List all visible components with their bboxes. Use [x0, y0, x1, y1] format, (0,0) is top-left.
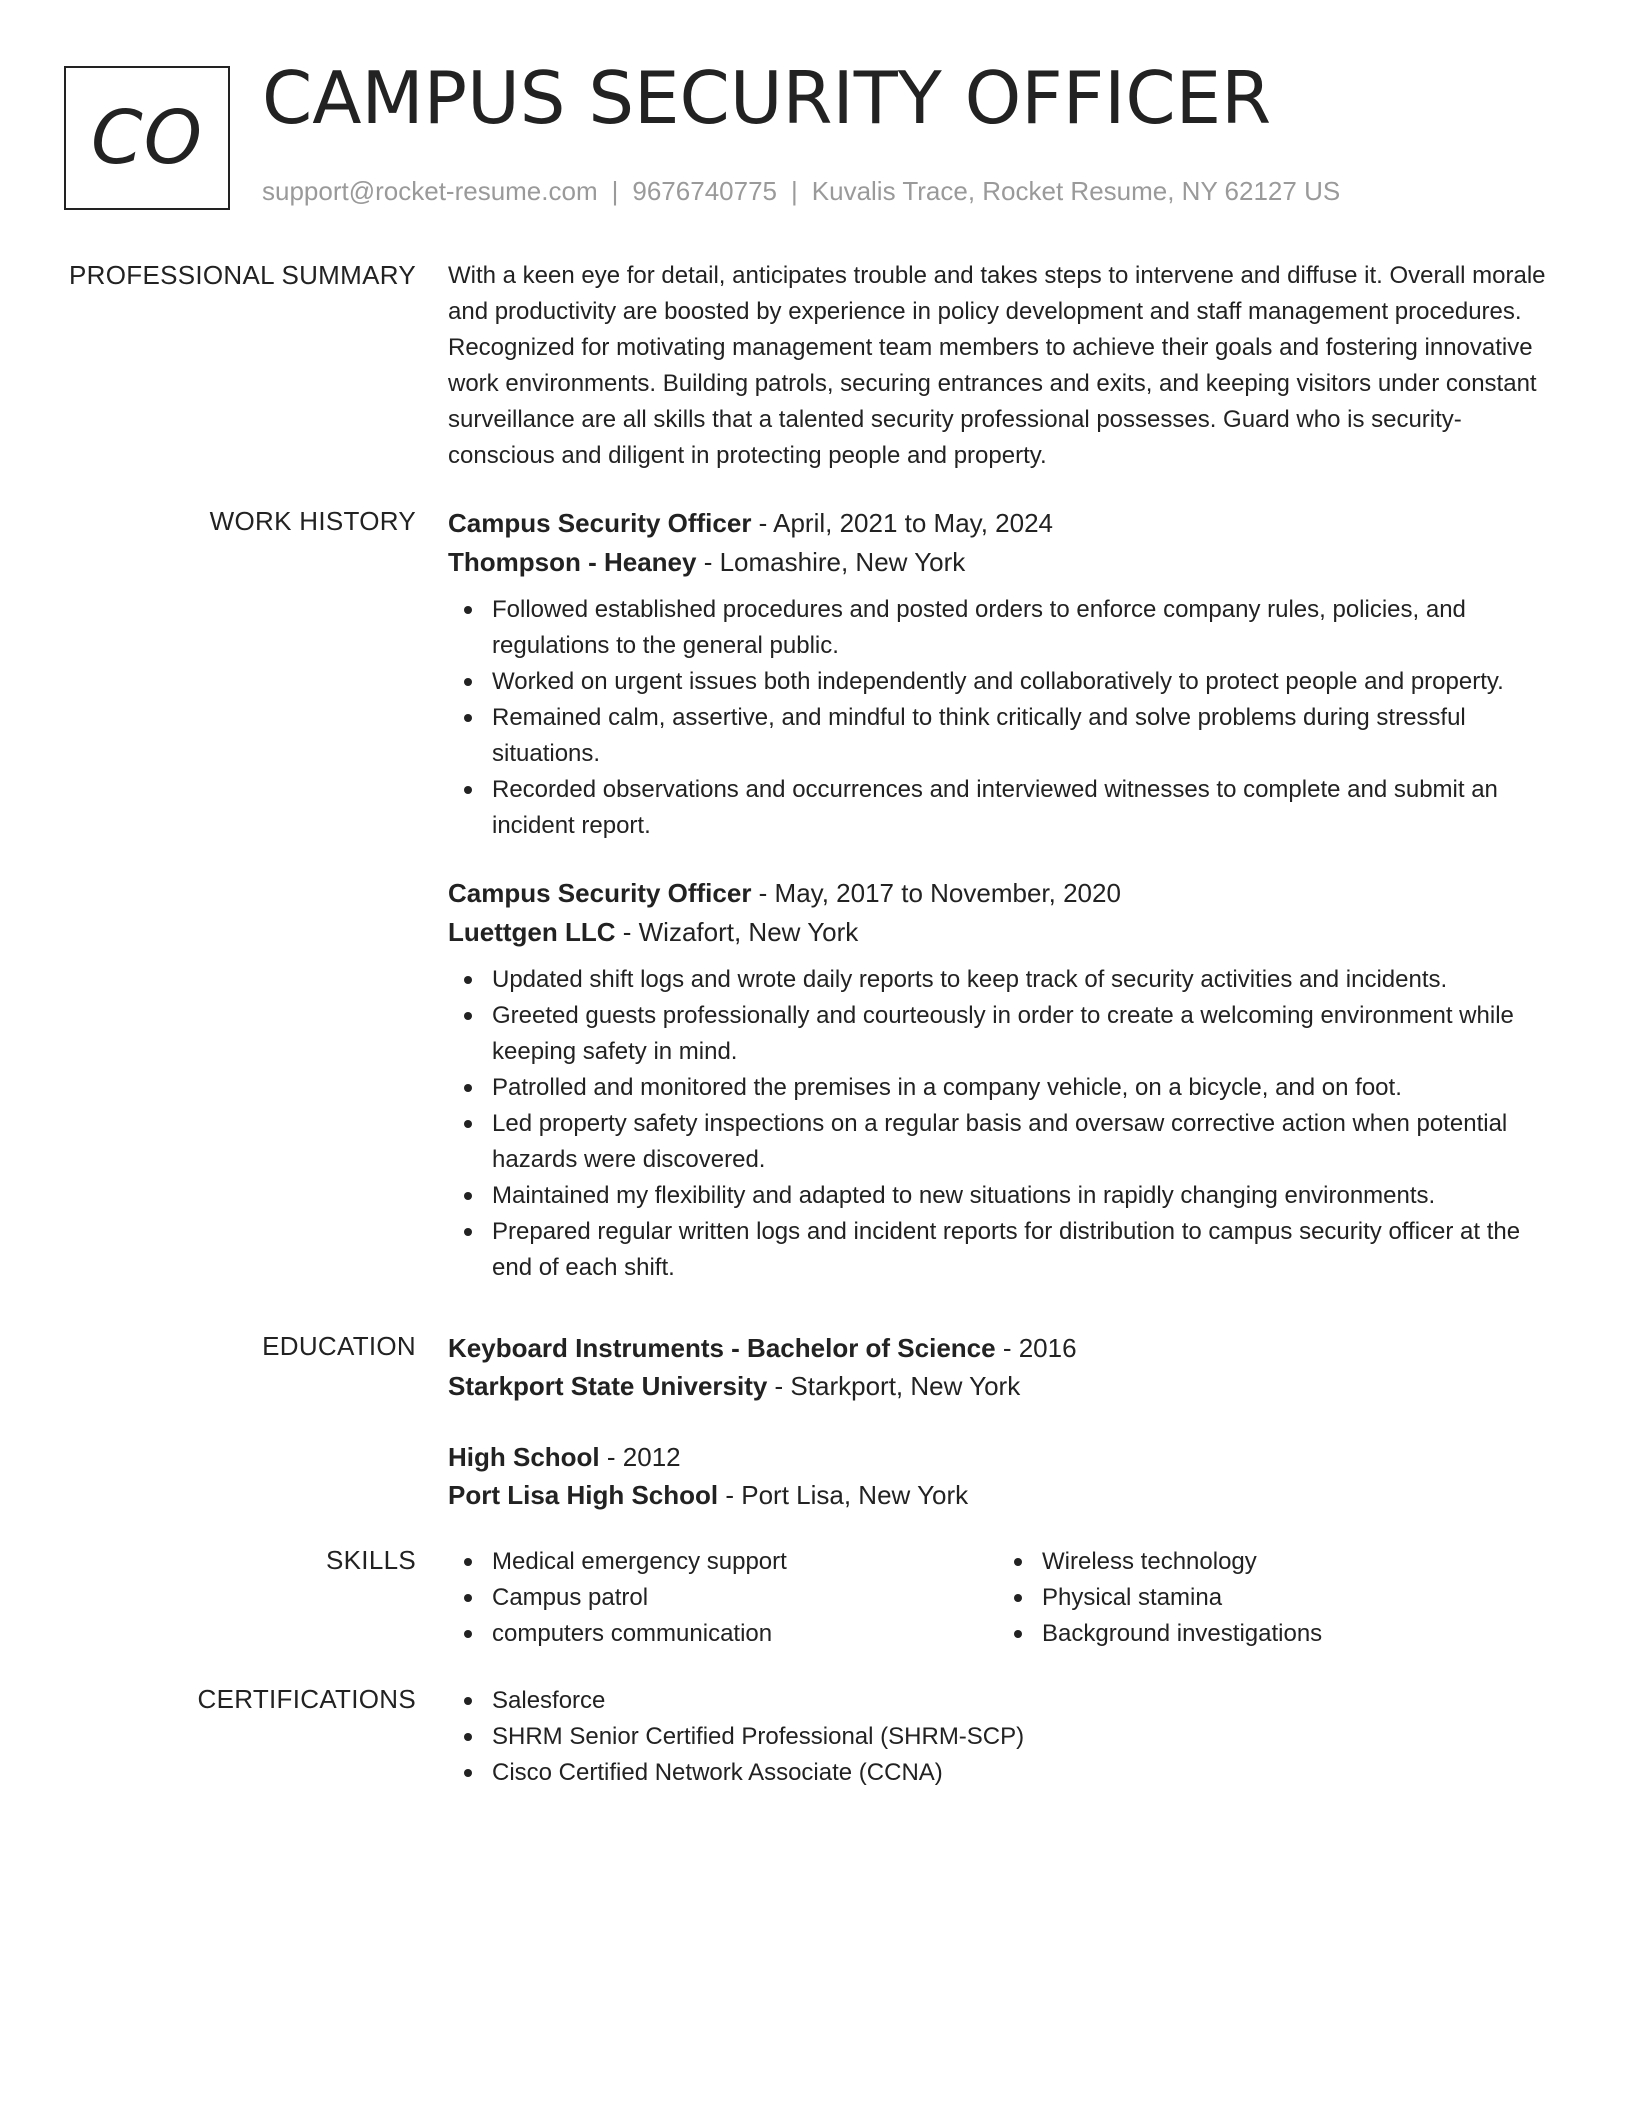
certifications-body	[448, 1683, 1566, 1791]
education-degree-line	[448, 1329, 1566, 1367]
skills-list-right	[998, 1544, 1548, 1652]
job-bullets	[448, 962, 1566, 1286]
list-item: Patrolled and monitored the premises in a company vehicle, on a bicycle, and on foot.	[448, 1070, 1566, 1106]
contact-phone: 9676740775	[632, 176, 777, 206]
job-entry	[448, 874, 1566, 1286]
certifications-list	[448, 1683, 1566, 1791]
list-item: computers communication	[448, 1616, 998, 1652]
summary-text: With a keen eye for detail, anticipates trouble and takes steps to intervene and diffuse it. Overall morale and productivity are boosted by experience in policy development and staff management procedures. Recognized for motivating management team members to achieve their goals and fostering innovative work environments. Building patrols, securing entrances and exits, and keeping visitors under constant surveillance are all skills that a talented security professional possesses. Guard who is security-conscious and diligent in protecting people and property.	[448, 262, 1546, 469]
job-company: Thompson - Heaney	[448, 547, 697, 577]
job-company-line	[448, 913, 1566, 952]
list-item: Maintained my flexibility and adapted to new situations in rapidly changing environments.	[448, 1178, 1566, 1214]
list-item: SHRM Senior Certified Professional (SHRM-SCP)	[448, 1719, 1566, 1755]
work-history-body	[448, 504, 1566, 1316]
education-body	[448, 1329, 1566, 1547]
job-company: Luettgen LLC	[448, 917, 616, 947]
contact-address: Kuvalis Trace, Rocket Resume, NY 62127 US	[811, 176, 1341, 206]
section-label-work: WORK HISTORY	[209, 506, 416, 536]
job-title-line	[448, 504, 1566, 543]
section-label-summary: PROFESSIONAL SUMMARY	[69, 260, 416, 290]
education-location: - Starkport, New York	[767, 1371, 1021, 1401]
section-label-certifications: CERTIFICATIONS	[197, 1684, 416, 1714]
education-school: Port Lisa High School	[448, 1480, 719, 1510]
education-entry	[448, 1329, 1566, 1405]
contact-separator: |	[791, 176, 798, 206]
skills-list-left	[448, 1544, 998, 1652]
job-location: - Wizafort, New York	[615, 917, 859, 947]
contact-separator: |	[611, 176, 619, 206]
section-label-education: EDUCATION	[262, 1331, 416, 1361]
job-location: - Lomashire, New York	[696, 547, 966, 577]
contact-line	[262, 176, 1340, 207]
education-degree: Keyboard Instruments - Bachelor of Science	[448, 1333, 996, 1363]
list-item: Physical stamina	[998, 1580, 1548, 1616]
list-item: Followed established procedures and posted orders to enforce company rules, policies, and regulations to the general public.	[448, 592, 1566, 664]
education-school: Starkport State University	[448, 1371, 768, 1401]
job-company-line	[448, 543, 1566, 582]
monogram-text: CO	[91, 95, 203, 181]
list-item: Updated shift logs and wrote daily reports to keep track of security activities and incidents.	[448, 962, 1566, 998]
list-item: Recorded observations and occurrences and interviewed witnesses to complete and submit an incident report.	[448, 772, 1566, 844]
list-item: Medical emergency support	[448, 1544, 998, 1580]
list-item: Background investigations	[998, 1616, 1548, 1652]
education-year: - 2012	[599, 1442, 681, 1472]
contact-email: support@rocket-resume.com	[262, 176, 598, 206]
list-item: Campus patrol	[448, 1580, 998, 1616]
job-title: Campus Security Officer	[448, 508, 752, 538]
list-item: Salesforce	[448, 1683, 1566, 1719]
list-item: Cisco Certified Network Associate (CCNA)	[448, 1755, 1566, 1791]
resume-title: CAMPUS SECURITY OFFICER	[262, 56, 1272, 140]
section-label-skills: SKILLS	[326, 1545, 416, 1575]
education-school-line	[448, 1367, 1566, 1405]
education-year: - 2016	[995, 1333, 1077, 1363]
monogram-logo	[64, 66, 230, 210]
job-title: Campus Security Officer	[448, 878, 752, 908]
education-school-line	[448, 1476, 1566, 1514]
job-dates: - April, 2021 to May, 2024	[751, 508, 1054, 538]
list-item: Remained calm, assertive, and mindful to think critically and solve problems during stressful situations.	[448, 700, 1566, 772]
list-item: Led property safety inspections on a regular basis and oversaw corrective action when potential hazards were discovered.	[448, 1106, 1566, 1178]
job-title-line	[448, 874, 1566, 913]
job-dates: - May, 2017 to November, 2020	[751, 878, 1121, 908]
job-bullets	[448, 592, 1566, 844]
skills-body	[448, 1544, 1566, 1652]
list-item: Worked on urgent issues both independently and collaboratively to protect people and property.	[448, 664, 1566, 700]
skills-grid	[448, 1544, 1566, 1652]
job-entry	[448, 504, 1566, 844]
list-item: Greeted guests professionally and courteously in order to create a welcoming environment while keeping safety in mind.	[448, 998, 1566, 1070]
list-item: Wireless technology	[998, 1544, 1548, 1580]
education-entry	[448, 1438, 1566, 1514]
education-degree: High School	[448, 1442, 600, 1472]
list-item: Prepared regular written logs and incident reports for distribution to campus security officer at the end of each shift.	[448, 1214, 1566, 1286]
education-location: - Port Lisa, New York	[718, 1480, 969, 1510]
education-degree-line	[448, 1438, 1566, 1476]
